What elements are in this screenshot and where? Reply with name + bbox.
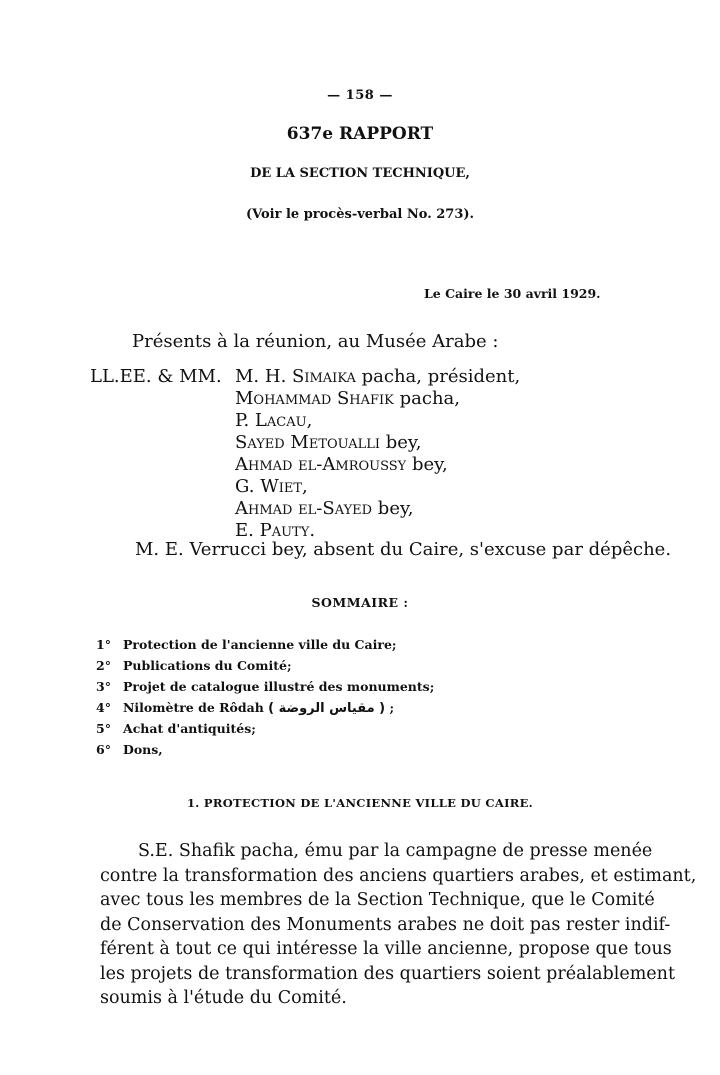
member-line: E. Pauty. [235,520,316,541]
paragraph-line: soumis à l'étude du Comité. [100,988,347,1008]
member-line: M. H. Simaika pacha, président, [235,366,521,387]
subsection-heading: 1. PROTECTION DE L'ANCIENNE VILLE DU CAIRE. [187,796,533,810]
member-line: Ahmad el-Sayed bey, [235,498,414,519]
summary-heading: SOMMAIRE : [311,595,409,610]
report-title: 637e RAPPORT [286,124,434,144]
paragraph-line: les projets de transformation des quartiers soient préalablement [100,963,675,984]
summary-item: 3° Projet de catalogue illustré des monuments; [96,679,435,694]
reference-note: (Voir le procès-verbal No. 273). [245,207,475,222]
member-line: P. Lacau, [235,410,313,431]
member-line: Sayed Metoualli bey, [235,432,422,453]
paragraph-line: contre la transformation des anciens quartiers arabes, et estimant, [100,865,697,886]
present-line: Présents à la réunion, au Musée Arabe : [132,331,499,352]
absent-line: M. E. Verrucci bey, absent du Caire, s'excuse par dépêche. [135,539,672,560]
summary-item: 1° Protection de l'ancienne ville du Caire; [96,637,397,652]
paragraph-line: férent à tout ce qui intéresse la ville ancienne, propose que tous [100,939,672,959]
date-line: Le Caire le 30 avril 1929. [424,286,601,301]
paragraph-line: S.E. Shafik pacha, ému par la campagne de presse menée [138,841,653,861]
section-heading: DE LA SECTION TECHNIQUE, [250,166,470,181]
arabic-name: ( مقياس الروضة ) [268,701,386,716]
summary-item: 2° Publications du Comité; [96,658,292,673]
summary-item: 6° Dons, [96,742,163,757]
member-line: G. Wiet, [235,476,308,497]
members-label: LL.EE. & MM. [90,366,222,387]
paragraph-line: avec tous les membres de la Section Technique, que le Comité [100,890,655,910]
paragraph-line: de Conservation des Monuments arabes ne doit pas rester indif- [100,914,671,935]
page-number: — 158 — [327,88,393,103]
member-line: Ahmad el-Amroussy bey, [235,454,448,475]
summary-item: 5° Achat d'antiquités; [96,721,256,736]
member-line: Mohammad Shafik pacha, [235,388,461,409]
summary-item: 4° Nilomètre de Rôdah ( مقياس الروضة ) ; [96,700,395,716]
body-paragraph [100,839,697,1011]
